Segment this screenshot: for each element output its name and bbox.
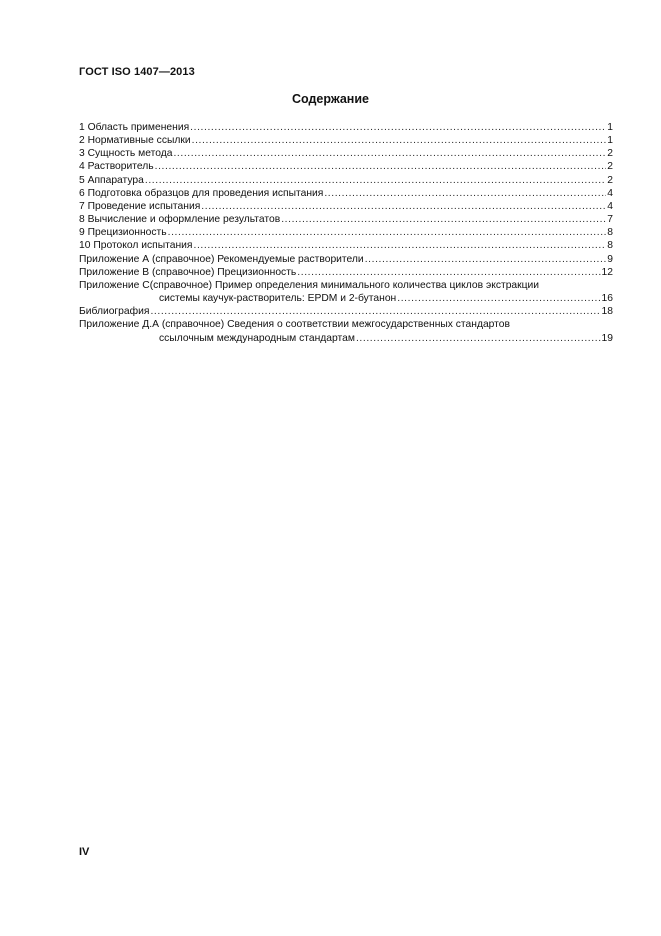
dot-leader — [324, 187, 606, 200]
toc-entry-page: 2 — [607, 148, 613, 160]
toc-entry[interactable] — [79, 253, 613, 266]
toc-entry-page: 19 — [601, 332, 613, 344]
toc-entry[interactable] — [79, 266, 613, 279]
toc-entry-page: 1 — [607, 122, 613, 133]
toc-entry[interactable] — [79, 200, 613, 213]
toc-entry-page: 8 — [607, 240, 613, 252]
toc-entry-page: 4 — [607, 200, 613, 212]
toc-entry[interactable] — [79, 134, 613, 147]
toc-title: Содержание — [291, 92, 369, 106]
toc-entry-page: 8 — [607, 227, 613, 239]
toc-entry-text: Приложение А (справочное) Рекомендуемые растворители — [79, 253, 364, 265]
toc-entry-continuation — [79, 292, 613, 305]
toc-entry-page: 2 — [607, 174, 613, 186]
toc-entry-text: 3 Сущность метода — [79, 148, 173, 160]
toc-entry-text: 7 Проведение испытания — [79, 200, 201, 212]
document-code: ГОСТ ISO 1407—2013 — [79, 66, 195, 78]
toc-entry-page: 7 — [607, 214, 613, 226]
dot-leader — [155, 160, 607, 173]
dot-leader — [281, 213, 606, 226]
toc-entry[interactable] — [79, 187, 613, 200]
toc-entry-continuation — [79, 332, 613, 345]
dot-leader — [356, 332, 601, 345]
toc-entry-text: Библиография — [79, 306, 150, 318]
dot-leader — [297, 266, 600, 279]
toc-entry-page: 12 — [601, 266, 613, 278]
toc-entry-text: системы каучук-растворитель: EPDM и 2-бутанон — [159, 293, 397, 305]
toc-entry-page: 1 — [607, 135, 613, 147]
toc-entry-text: ссылочным международным стандартам — [159, 332, 355, 344]
toc-entry[interactable] — [79, 147, 613, 160]
toc-entry-page: 4 — [607, 187, 613, 199]
toc-entry[interactable] — [79, 226, 613, 239]
dot-leader — [365, 253, 607, 266]
toc-entry-page: 2 — [607, 161, 613, 173]
toc-entry[interactable] — [79, 160, 613, 173]
toc-entry[interactable] — [79, 121, 613, 134]
dot-leader — [168, 226, 607, 239]
toc-entry-text: Приложение С(справочное) Пример определения минимального количества циклов экстракции — [79, 279, 540, 291]
dot-leader — [192, 134, 607, 147]
dot-leader — [150, 305, 600, 318]
toc-entry-text: 6 Подготовка образцов для проведения испытания — [79, 187, 324, 199]
toc-entry[interactable] — [79, 239, 613, 252]
dot-leader — [201, 200, 606, 213]
toc-entry-text: 8 Вычисление и оформление результатов — [79, 214, 281, 226]
toc-entry-text: 9 Прецизионность — [79, 227, 167, 239]
page-number: IV — [79, 846, 90, 858]
toc-entry-text: 2 Нормативные ссылки — [79, 135, 191, 147]
toc-entry-page: 18 — [601, 306, 613, 318]
toc-entry[interactable] — [79, 213, 613, 226]
toc-entry-page: 9 — [607, 253, 613, 265]
toc-entry-appendix-da[interactable] — [79, 318, 613, 344]
dot-leader — [397, 292, 600, 305]
toc-entry-page: 16 — [601, 293, 613, 305]
dot-leader — [145, 174, 606, 187]
toc-entry-text: 1 Область применения — [79, 122, 190, 133]
table-of-contents — [79, 121, 613, 345]
dot-leader — [173, 147, 606, 160]
dot-leader — [190, 121, 606, 134]
toc-entry[interactable] — [79, 174, 613, 187]
toc-entry-appendix-c[interactable] — [79, 279, 613, 305]
dot-leader — [193, 239, 606, 252]
toc-entry-bibliography[interactable] — [79, 305, 613, 318]
toc-entry-text: 4 Растворитель — [79, 161, 154, 173]
toc-entry-text: Приложение В (справочное) Прецизионность — [79, 266, 297, 278]
toc-entry-text: Приложение Д.А (справочное) Сведения о соответствии межгосударственных стандартов — [79, 319, 510, 331]
toc-entry-text: 5 Аппаратура — [79, 174, 144, 186]
toc-entry-text: 10 Протокол испытания — [79, 240, 193, 252]
